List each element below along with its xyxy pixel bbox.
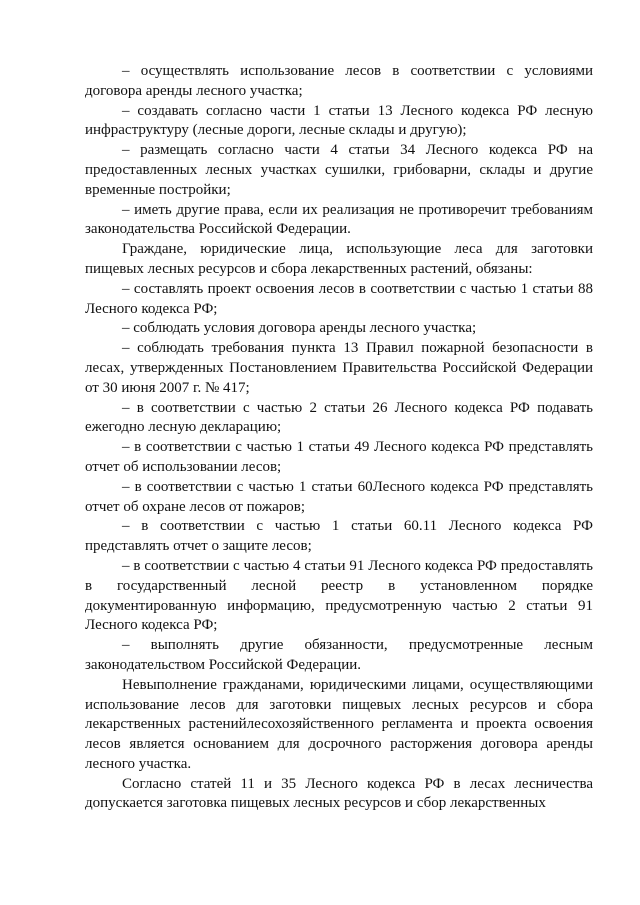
paragraph-obligation-use-report: – в соответствии с частью 1 статьи 49 Лесного кодекса РФ представлять отчет об использовании лесов; [85,439,593,475]
paragraph-right-infrastructure: – создавать согласно части 1 статьи 13 Лесного кодекса РФ лесную инфраструктуру (лесные дороги, лесные склады и другую); [85,102,593,139]
paragraph-permitted-harvesting: Согласно статей 11 и 35 Лесного кодекса РФ в лесах лесничества допускается заготовка пищевых лесных ресурсов и сбор лекарственных [85,775,593,812]
document-page [85,62,593,814]
paragraph-termination: Невыполнение гражданами, юридическими лицами, осуществляющими использование лесов для заготовки пищевых лесных ресурсов и сбора лекарственных растенийлесохозяйственного регламента и проекта освоения лесов является основанием для досрочного расторжения договора аренды лесного участка. [85,676,593,772]
paragraph-obligations-intro: Граждане, юридические лица, использующие леса для заготовки пищевых лесных ресурсов и сбора лекарственных растений, обязаны: [85,241,593,277]
paragraph-right-temporary-buildings: – размещать согласно части 4 статьи 34 Лесного кодекса РФ на предоставленных лесных участках сушилки, грибоварни, склады и другие временные постройки; [85,142,593,198]
paragraph-obligation-fire-safety: – соблюдать требования пункта 13 Правил пожарной безопасности в лесах, утвержденных Постановлением Правительства Российской Федерации от 30 июня 2007 г. № 417; [85,340,593,396]
paragraph-obligation-project: – составлять проект освоения лесов в соответствии с частью 1 статьи 88 Лесного кодекса РФ; [85,280,593,317]
paragraph-obligation-registry: – в соответствии с частью 4 статьи 91 Лесного кодекса РФ предоставлять в государственный лесной реестр в установленном порядке документированную информацию, предусмотренную частью 2 статьи 91 Лесного кодекса РФ; [85,557,593,634]
paragraph-obligation-other: – выполнять другие обязанности, предусмотренные лесным законодательством Российской Федерации. [85,637,593,673]
paragraph-right-use-forests: – осуществлять использование лесов в соответствии с условиями договора аренды лесного участка; [85,63,593,99]
paragraph-obligation-declaration: – в соответствии с частью 2 статьи 26 Лесного кодекса РФ подавать ежегодно лесную декларацию; [85,399,593,436]
paragraph-obligation-protection-report: – в соответствии с частью 1 статьи 60.11 Лесного кодекса РФ представлять отчет о защите лесов; [85,518,593,555]
paragraph-obligation-contract: – соблюдать условия договора аренды лесного участка; [122,320,477,337]
paragraph-obligation-fire-report: – в соответствии с частью 1 статьи 60Лесного кодекса РФ представлять отчет об охране лесов от пожаров; [85,478,593,515]
paragraph-right-other: – иметь другие права, если их реализация не противоречит требованиям законодательства Российской Федерации. [85,201,593,238]
